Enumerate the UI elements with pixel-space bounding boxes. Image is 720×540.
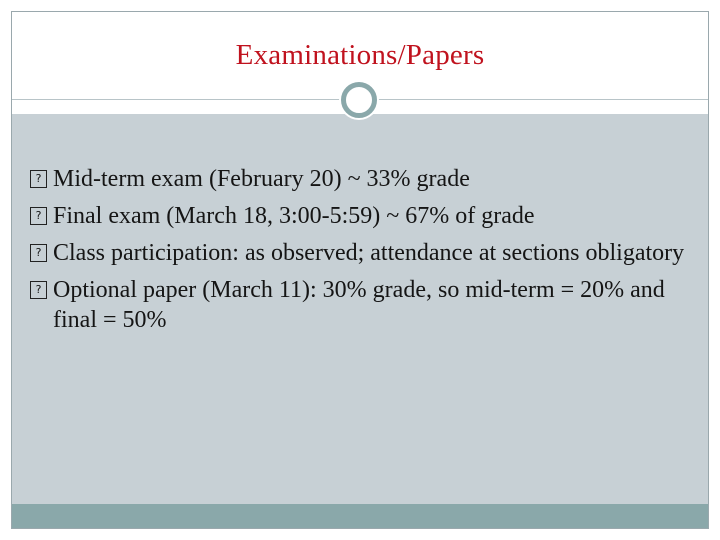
bullet-item-midterm (30, 164, 690, 194)
footer-bar (12, 504, 708, 528)
bullet-text: Mid-term exam (February 20) ~ 33% grade (53, 166, 470, 192)
bullet-text: Final exam (March 18, 3:00-5:59) ~ 67% of grade (53, 203, 535, 229)
bullet-item-participation (30, 238, 690, 268)
slide-title: Examinations/Papers (235, 39, 485, 71)
bullet-text: Class participation: as observed; attendance at sections obligatory (53, 240, 685, 266)
unsupported-glyph-box-icon: ? (30, 170, 47, 188)
unsupported-glyph-box-icon: ? (30, 281, 47, 299)
bullet-item-final (30, 201, 690, 231)
bullet-text: Optional paper (March 11): 30% grade, so mid-term = 20% and final = 50% (53, 277, 665, 333)
bullet-list (30, 164, 690, 342)
bullet-item-optional-paper (30, 275, 690, 335)
unsupported-glyph-box-icon: ? (30, 207, 47, 225)
unsupported-glyph-box-icon: ? (30, 244, 47, 262)
ring-icon (337, 78, 381, 122)
